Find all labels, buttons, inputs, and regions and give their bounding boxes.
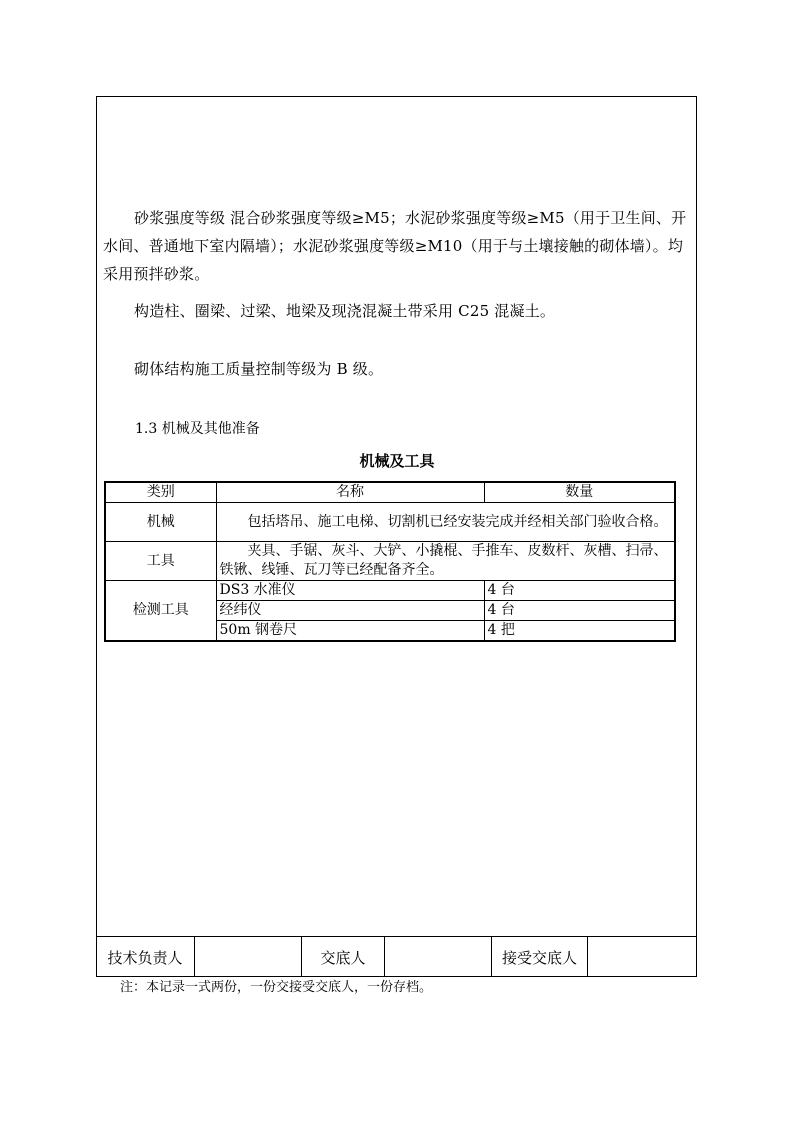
receiver-label: 接受交底人 [492, 937, 588, 977]
header-category: 类别 [105, 482, 216, 503]
table-header-row [105, 482, 675, 503]
mortar-paragraph: 砂浆强度等级 混合砂浆强度等级≥M5；水泥砂浆强度等级≥M5（用于卫生间、开水间、普通地下室内隔墙）；水泥砂浆强度等级≥M10（用于与土壤接触的砌体墙）。均采用预拌砂浆。 [103, 209, 687, 283]
tools-category: 工具 [105, 542, 216, 581]
inspection-item-quantity: 4 台 [484, 581, 675, 601]
table-row [105, 503, 675, 542]
table-row [105, 581, 675, 601]
inspection-item-name: 50m 钢卷尺 [216, 621, 484, 642]
tech-lead-field[interactable] [195, 937, 302, 977]
section-title: 1.3 机械及其他准备 [135, 421, 260, 437]
inspection-category: 检测工具 [105, 581, 216, 642]
table-title: 机械及工具 [359, 452, 435, 470]
handover-field[interactable] [385, 937, 492, 977]
receiver-field[interactable] [588, 937, 695, 977]
machinery-description: 包括塔吊、施工电梯、切割机已经安装完成并经相关部门验收合格。 [216, 503, 675, 542]
inspection-item-quantity: 4 台 [484, 601, 675, 621]
inspection-item-quantity: 4 把 [484, 621, 675, 642]
quality-paragraph: 砌体结构施工质量控制等级为 B 级。 [134, 360, 384, 378]
tools-table [104, 481, 676, 642]
table-row [105, 542, 675, 581]
inspection-item-name: DS3 水准仪 [216, 581, 484, 601]
header-quantity: 数量 [484, 482, 675, 503]
inspection-item-name: 经纬仪 [216, 601, 484, 621]
handover-label: 交底人 [302, 937, 385, 977]
concrete-paragraph: 构造柱、圈梁、过梁、地梁及现浇混凝土带采用 C25 混凝土。 [134, 302, 556, 320]
machinery-category: 机械 [105, 503, 216, 542]
tech-lead-label: 技术负责人 [96, 937, 195, 977]
footnote: 注：本记录一式两份，一份交接受交底人，一份存档。 [120, 980, 433, 995]
signature-row [96, 936, 697, 977]
tools-description: 夹具、手锯、灰斗、大铲、小撬棍、手推车、皮数杆、灰槽、扫帚、铁锹、线锤、瓦刀等已经配备齐全。 [216, 542, 675, 581]
header-name: 名称 [216, 482, 484, 503]
